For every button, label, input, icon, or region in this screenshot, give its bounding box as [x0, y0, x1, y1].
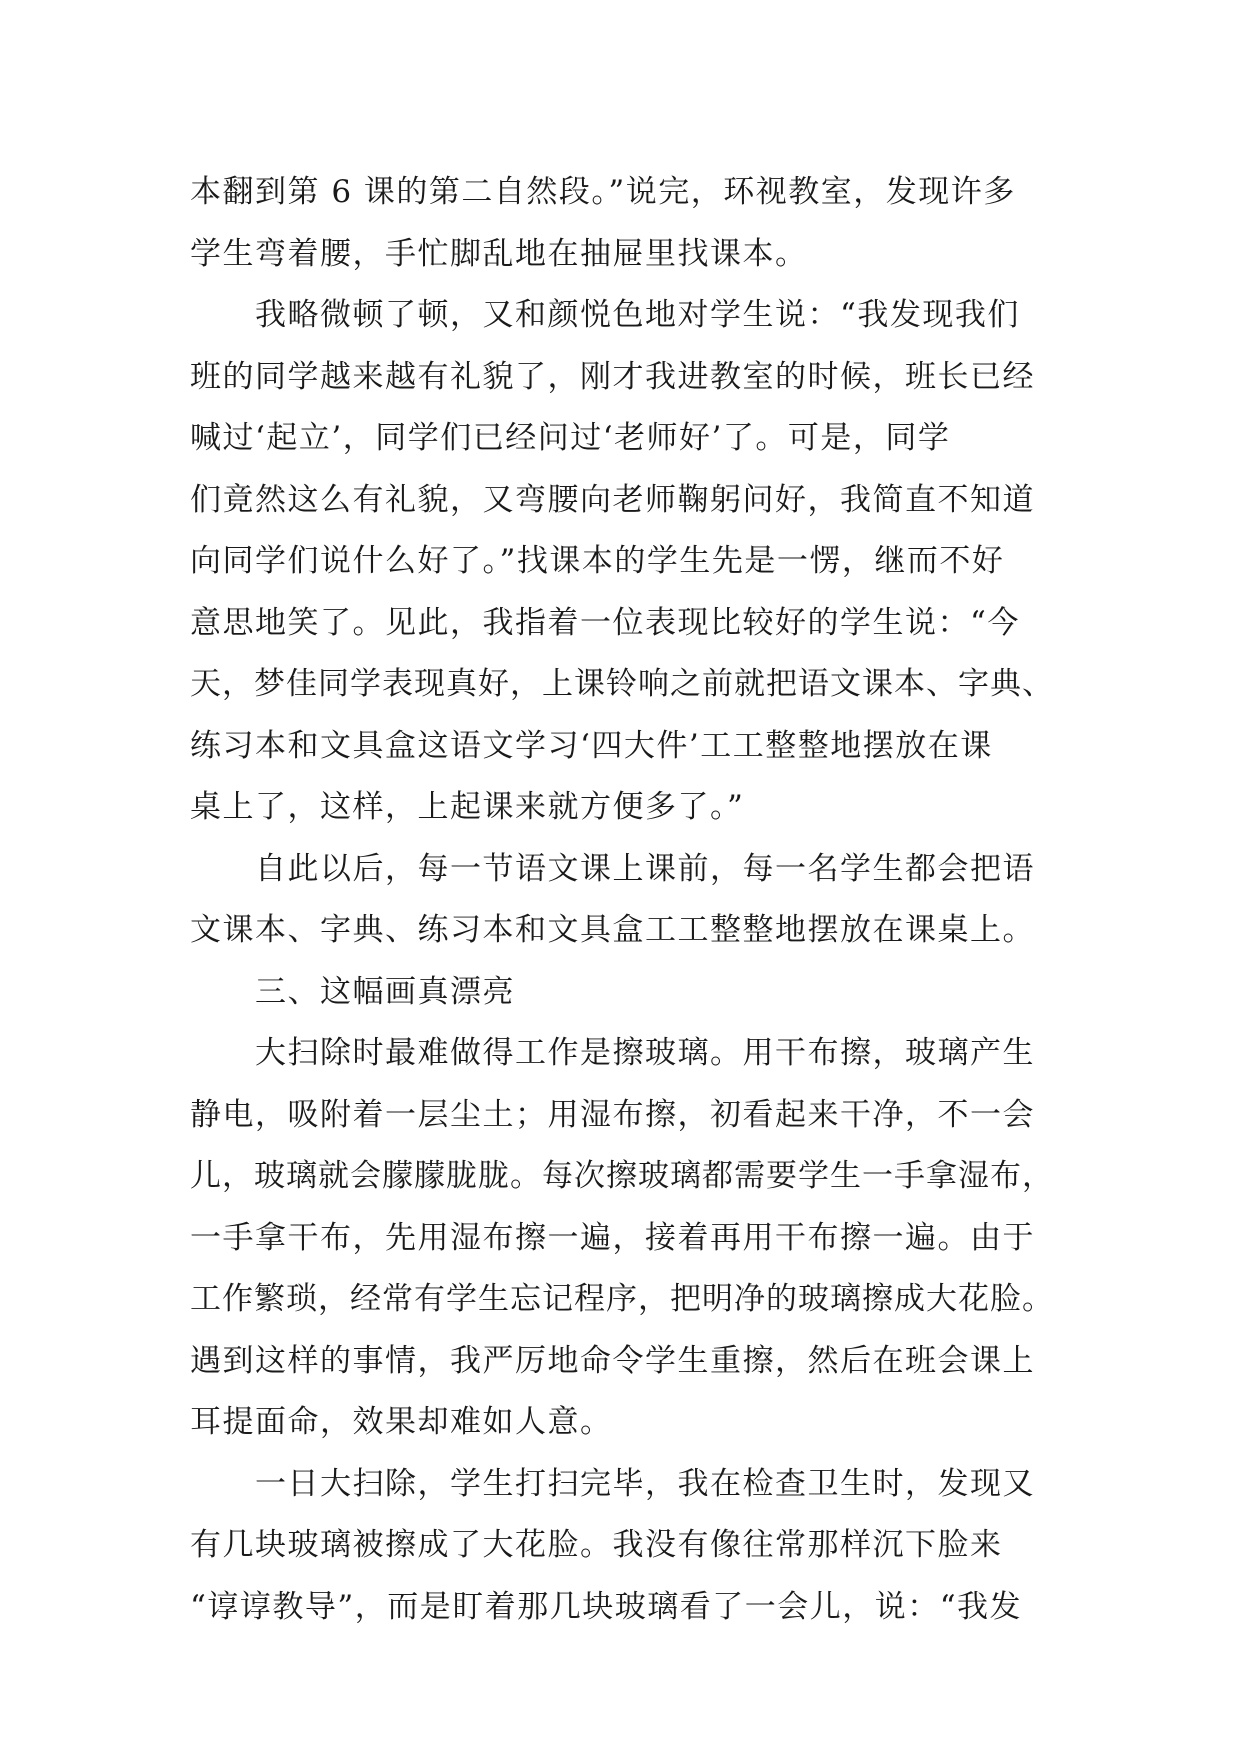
text-line: 儿，玻璃就会朦朦胧胧。每次擦玻璃都需要学生一手拿湿布，	[190, 1158, 1054, 1194]
text-line: 我略微顿了顿，又和颜悦色地对学生说：“我发现我们	[255, 297, 1020, 333]
text-line: 一日大扫除，学生打扫完毕，我在检查卫生时，发现又	[255, 1465, 1035, 1502]
text-line: 有几块玻璃被擦成了大花脸。我没有像往常那样沉下脸来	[190, 1527, 1003, 1563]
text-line: 自此以后，每一节语文课上课前，每一名学生都会把语	[255, 850, 1035, 887]
text-line: 一手拿干布，先用湿布擦一遍，接着再用干布擦一遍。由于	[190, 1219, 1035, 1256]
text-line: 遇到这样的事情，我严厉地命令学生重擦，然后在班会课上	[190, 1342, 1035, 1379]
text-line: 工作繁琐，经常有学生忘记程序，把明净的玻璃擦成大花脸。	[190, 1281, 1054, 1317]
text-line: 大扫除时最难做得工作是擦玻璃。用干布擦，玻璃产生	[255, 1035, 1035, 1071]
text-line: 喊过‘起立’，同学们已经问过‘老师好’了。可是，同学	[190, 420, 951, 456]
text-line: 桌上了，这样，上起课来就方便多了。”	[190, 789, 745, 825]
text-line: 意思地笑了。见此，我指着一位表现比较好的学生说：“今	[190, 604, 1020, 641]
text-line: 们竟然这么有礼貌，又弯腰向老师鞠躬问好，我简直不知道	[190, 481, 1035, 518]
text-line: 向同学们说什么好了。”找课本的学生先是一愣，继而不好	[190, 543, 1005, 579]
text-line: “谆谆教导”，而是盯着那几块玻璃看了一会儿，说：“我发	[190, 1588, 1023, 1625]
text-line: 静电，吸附着一层尘土；用湿布擦，初看起来干净，不一会	[190, 1096, 1035, 1133]
text-line: 本翻到第 6 课的第二自然段。”说完，环视教室，发现许多	[190, 174, 1016, 210]
text-line: 文课本、字典、练习本和文具盒工工整整地摆放在课桌上。	[190, 912, 1035, 948]
body-text	[190, 162, 1060, 1638]
text-line: 练习本和文具盒这语文学习‘四大件’工工整整地摆放在课	[190, 727, 993, 764]
section-heading: 三、这幅画真漂亮	[255, 973, 515, 1010]
text-line: 学生弯着腰，手忙脚乱地在抽屉里找课本。	[190, 235, 808, 272]
text-line: 班的同学越来越有礼貌了，刚才我进教室的时候，班长已经	[190, 358, 1035, 395]
text-line: 耳提面命，效果却难如人意。	[190, 1404, 613, 1440]
text-line: 天，梦佳同学表现真好，上课铃响之前就把语文课本、字典、	[190, 666, 1054, 702]
